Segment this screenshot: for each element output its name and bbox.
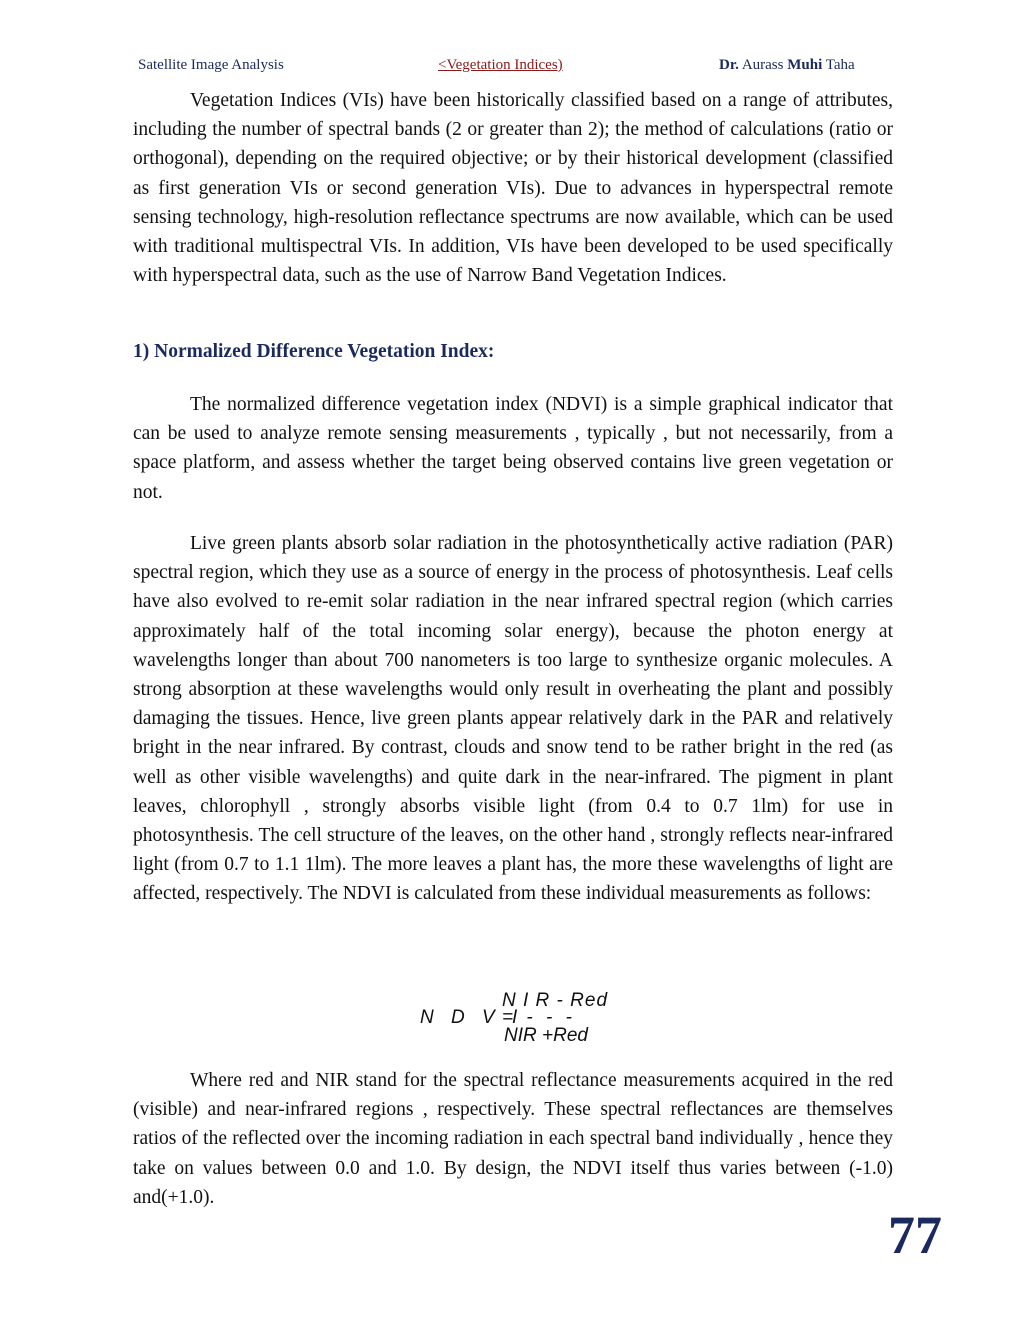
formula-fraction-bar: = - - -	[502, 1007, 576, 1028]
ndvi-formula	[420, 990, 640, 1050]
intro-paragraph: Vegetation Indices (VIs) have been historically classified based on a range of attributes, including the number of spectral bands (2 or greater than 2); the method of calculations (ratio or orthogonal), depending on the required objective; or by their historical development (classified as first generation VIs or second generation VIs). Due to advances in hyperspectral remote sensing technology, high-resolution reflectance spectrums are now available, which can be used with traditional multispectral VIs. In addition, VIs have been developed to be used specifically with hyperspectral data, such as the use of Narrow Band Vegetation Indices.	[133, 90, 893, 287]
header-author-middle: Muhi	[787, 57, 823, 73]
header-author-first: Aurass	[741, 57, 784, 73]
page-header	[0, 57, 1024, 79]
header-author-last: Taha	[825, 57, 855, 73]
header-course-title: Satellite Image Analysis	[138, 57, 284, 73]
ndvi-definition-paragraph: The normalized difference vegetation index (NDVI) is a simple graphical indicator that can be used to analyze remote sensing measurements , typically , but not necessarily, from a space platform, and assess whether the target being observed contains live green vegetation or not.	[133, 394, 893, 503]
section-heading: 1) Normalized Difference Vegetation Index:	[133, 341, 495, 362]
header-chapter-title: <Vegetation Indices)	[438, 57, 563, 73]
plant-radiation-paragraph: Live green plants absorb solar radiation in the photosynthetically active radiation (PAR) spectral region, which they use as a source of energy in the process of photosynthesis. Leaf cells have also evolved to re-emit solar radiation in the near infrared spectral region (which carries approximately half of the total incoming solar energy), because the photon energy at wavelengths longer than about 700 nanometers is too large to synthesize organic molecules. A strong absorption at these wavelengths would only result in overheating the plant and possibly damaging the tissues. Hence, live green plants appear relatively dark in the PAR and relatively bright in the near infrared. By contrast, clouds and snow tend to be rather bright in the red (as well as other visible wavelengths) and quite dark in the near-infrared. The pigment in plant leaves, chlorophyll , strongly absorbs visible light (from 0.4 to 0.7 1lm) for use in photosynthesis. The cell structure of the leaves, on the other hand , strongly reflects near-infrared light (from 0.7 to 1.1 1lm). The more leaves a plant has, the more these wavelengths of light are affected, respectively. The NDVI is calculated from these individual measurements as follows:	[133, 533, 893, 905]
header-author-title: Dr.	[719, 57, 739, 73]
formula-numerator: N I R - Red	[502, 990, 609, 1011]
formula-lhs: N D V I	[420, 1007, 524, 1028]
formula-denominator: NIR +Red	[504, 1025, 588, 1046]
page-number: 77	[888, 1205, 942, 1265]
header-author	[719, 57, 855, 74]
reflectance-paragraph: Where red and NIR stand for the spectral reflectance measurements acquired in the red (visible) and near-infrared regions , respectively. These spectral reflectances are themselves ratios of the reflected over the incoming radiation in each spectral band individually , hence they take on values between 0.0 and 1.0. By design, the NDVI itself thus varies between (-1.0) and(+1.0).	[133, 1070, 893, 1208]
